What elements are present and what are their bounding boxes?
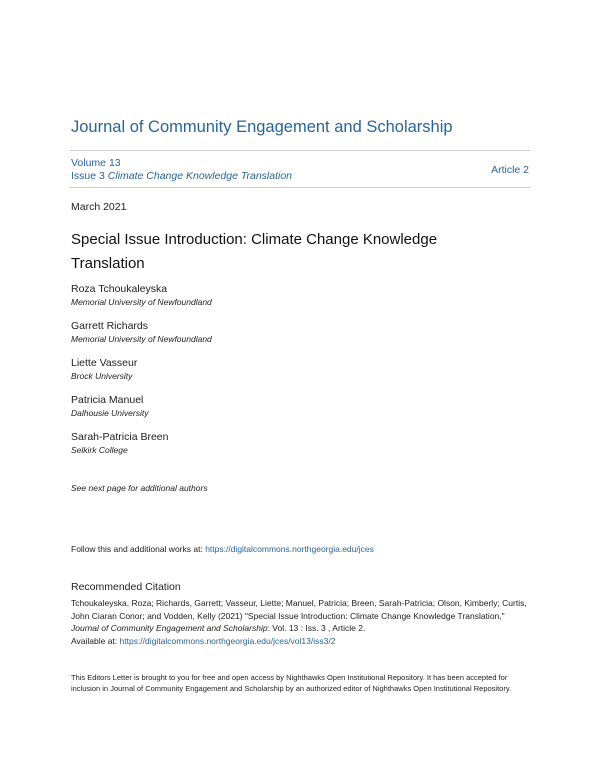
- article-url-link[interactable]: https://digitalcommons.northgeorgia.edu/jces/vol13/iss3/2: [119, 635, 336, 646]
- author-name: Garrett Richards: [71, 320, 149, 332]
- author-name: Roza Tchoukaleyska: [71, 283, 168, 295]
- citation-available-label: Available at:: [71, 635, 120, 646]
- header-divider-bottom: [70, 187, 530, 188]
- article-number-link[interactable]: Article 2: [491, 164, 529, 176]
- author-affiliation: Selkirk College: [71, 445, 128, 455]
- author-item: [71, 394, 511, 431]
- volume-link[interactable]: Volume 13: [71, 157, 121, 169]
- recommended-citation-heading: Recommended Citation: [71, 581, 181, 593]
- author-affiliation: Memorial University of Newfoundland: [71, 334, 212, 344]
- author-item: [71, 283, 511, 320]
- citation-text: [71, 597, 533, 647]
- volume-issue-block: [71, 157, 292, 183]
- author-item: [71, 357, 511, 394]
- follow-text: Follow this and additional works at:: [71, 544, 206, 554]
- author-list: [71, 283, 511, 468]
- author-item: [71, 431, 511, 468]
- author-affiliation: Dalhousie University: [71, 408, 149, 418]
- additional-authors-note: See next page for additional authors: [71, 483, 208, 493]
- repository-footer-note: This Editors Letter is brought to you for free and open access by Nighthawks Open Institutional Repository. It has been accepted for inclusion in Journal of Community Engagement and Scholarship by an authorized editor of Nighthawks Open Institutional Repository.: [71, 673, 512, 693]
- author-affiliation: Memorial University of Newfoundland: [71, 297, 212, 307]
- follow-line: [71, 544, 374, 554]
- author-item: [71, 320, 511, 357]
- issue-prefix: Issue 3: [71, 170, 105, 182]
- citation-part2: : Vol. 13 : Iss. 3 , Article 2.: [267, 623, 366, 633]
- collection-link[interactable]: https://digitalcommons.northgeorgia.edu/jces: [205, 544, 374, 554]
- author-name: Patricia Manuel: [71, 394, 144, 406]
- issue-link[interactable]: [71, 170, 292, 182]
- issue-title: Climate Change Knowledge Translation: [107, 170, 293, 182]
- paper-title: Special Issue Introduction: Climate Change Knowledge Translation: [71, 231, 438, 272]
- header-divider-top: [70, 150, 530, 151]
- author-affiliation: Brock University: [71, 371, 133, 381]
- author-name: Sarah-Patricia Breen: [71, 431, 169, 443]
- citation-part1: Tchoukaleyska, Roza; Richards, Garrett; Vasseur, Liette; Manuel, Patricia; Breen, Sarah-Patricia; Olson, Kimberly; Curtis, John Ciaran Conor; and Vodden, Kelly (2021) "Special Issue Introduction: Climate Change Knowledge Translation,": [71, 598, 527, 621]
- publication-date: March 2021: [71, 201, 127, 213]
- citation-journal: Journal of Community Engagement and Scholarship: [71, 623, 268, 633]
- journal-title-link[interactable]: Journal of Community Engagement and Scholarship: [71, 118, 453, 136]
- author-name: Liette Vasseur: [71, 357, 138, 369]
